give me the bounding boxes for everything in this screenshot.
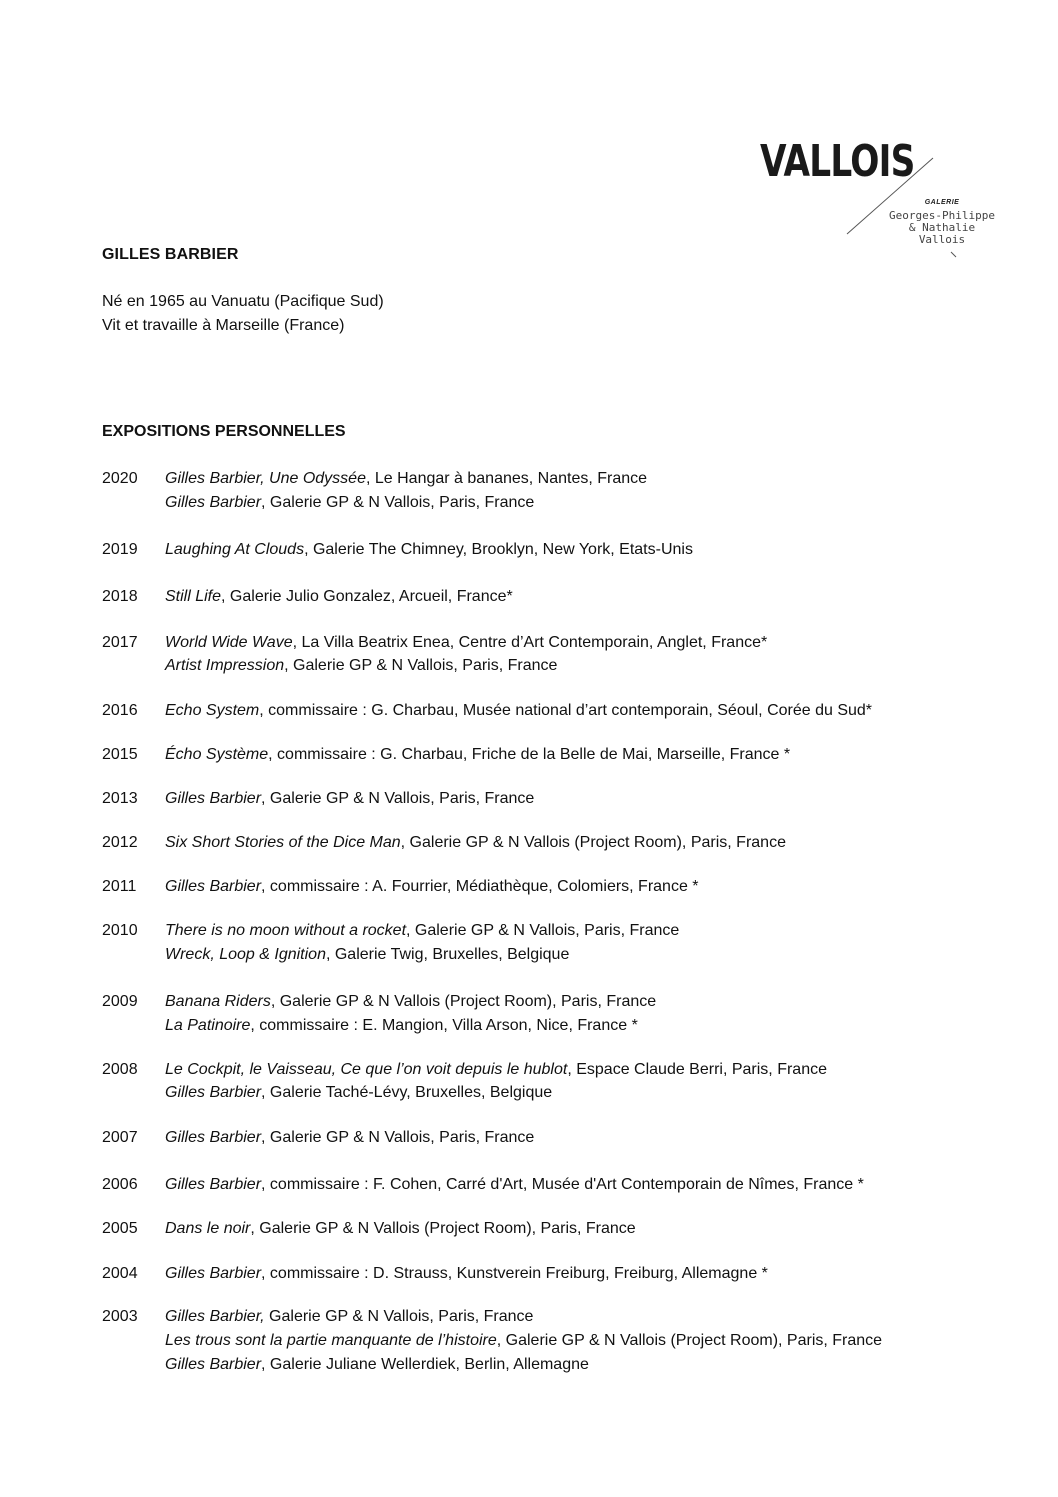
exhibition-details: , Galerie GP & N Vallois (Project Room), Paris, France <box>496 1332 883 1349</box>
exhibition-entry <box>165 1305 533 1328</box>
exhibition-title: Six Short Stories of the Dice Man <box>165 834 401 851</box>
logo-title: VALLOIS <box>760 136 915 187</box>
exhibition-details: , Galerie Twig, Bruxelles, Belgique <box>325 946 570 963</box>
exhibition-year: 2016 <box>102 702 138 719</box>
exhibition-details: , commissaire : F. Cohen, Carré d'Art, Musée d'Art Contemporain de Nîmes, France * <box>261 1176 864 1193</box>
exhibition-details: , Galerie The Chimney, Brooklyn, New York, Etats-Unis <box>304 541 693 558</box>
exhibition-title: Artist Impression <box>165 657 285 674</box>
exhibition-entry <box>165 943 569 966</box>
exhibition-details: , commissaire : A. Fourrier, Médiathèque, Colomiers, France * <box>261 878 699 895</box>
exhibition-entry <box>165 538 693 561</box>
exhibition-details: , commissaire : E. Mangion, Villa Arson, Nice, France * <box>250 1017 638 1034</box>
exhibition-year: 2013 <box>102 790 138 807</box>
exhibition-title: La Patinoire <box>165 1017 251 1034</box>
exhibition-title: Dans le noir <box>165 1220 251 1237</box>
exhibition-title: Les trous sont la partie manquante de l’histoire <box>165 1332 497 1349</box>
exhibition-title: Gilles Barbier <box>165 1129 262 1146</box>
artist-name: GILLES BARBIER <box>102 246 239 263</box>
exhibition-year: 2010 <box>102 922 138 939</box>
exhibition-details: , Galerie GP & N Vallois, Paris, France <box>406 922 680 939</box>
artist-bio <box>102 290 384 338</box>
exhibition-title: Gilles Barbier <box>165 1356 262 1373</box>
exhibition-title: Gilles Barbier <box>165 1265 262 1282</box>
exhibition-details: , Espace Claude Berri, Paris, France <box>567 1061 827 1078</box>
exhibition-year: 2012 <box>102 834 138 851</box>
logo-owner-line: & Nathalie <box>908 221 976 234</box>
exhibition-year: 2018 <box>102 588 138 605</box>
exhibition-details: , Galerie GP & N Vallois, Paris, France <box>261 494 535 511</box>
exhibition-title: Still Life <box>165 588 222 605</box>
section-title: EXPOSITIONS PERSONNELLES <box>102 423 346 440</box>
exhibition-title: There is no moon without a rocket <box>165 922 407 939</box>
exhibition-entry <box>165 875 699 898</box>
exhibition-title: Écho Système <box>165 746 269 763</box>
logo-owner-line: Georges-Philippe <box>889 209 995 222</box>
bio-line: Né en 1965 au Vanuatu (Pacifique Sud) <box>102 293 384 310</box>
exhibition-year: 2015 <box>102 746 138 763</box>
exhibition-year: 2008 <box>102 1061 138 1078</box>
exhibition-title: Banana Riders <box>165 993 271 1010</box>
exhibition-entry <box>165 1081 552 1104</box>
exhibition-details: , commissaire : G. Charbau, Friche de la Belle de Mai, Marseille, France * <box>268 746 791 763</box>
exhibition-details: , commissaire : D. Strauss, Kunstverein Freiburg, Freiburg, Allemagne * <box>261 1265 768 1282</box>
gallery-logo <box>760 136 1020 270</box>
exhibition-year: 2006 <box>102 1176 138 1193</box>
exhibition-entry <box>165 491 534 514</box>
exhibition-details: , La Villa Beatrix Enea, Centre d’Art Contemporain, Anglet, France* <box>292 634 768 651</box>
exhibition-year: 2003 <box>102 1308 138 1325</box>
exhibition-title: Gilles Barbier <box>165 790 262 807</box>
exhibition-entry <box>165 1173 864 1196</box>
exhibition-details: , commissaire : G. Charbau, Musée national d’art contemporain, Séoul, Corée du Sud* <box>259 702 873 719</box>
exhibition-entry <box>165 1262 768 1285</box>
exhibition-entry <box>165 990 656 1013</box>
exhibition-details: , Galerie GP & N Vallois, Paris, France <box>284 657 558 674</box>
logo-subtitle <box>872 197 1012 246</box>
exhibition-entry <box>165 1014 638 1037</box>
exhibition-entry <box>165 787 534 810</box>
exhibition-title: Le Cockpit, le Vaisseau, Ce que l’on voit depuis le hublot <box>165 1061 568 1078</box>
exhibition-entry <box>165 1329 882 1352</box>
exhibition-entry <box>165 1353 589 1376</box>
exhibition-entry <box>165 699 872 722</box>
exhibition-details: , Galerie GP & N Vallois (Project Room), Paris, France <box>270 993 657 1010</box>
exhibition-title: Gilles Barbier <box>165 494 262 511</box>
exhibition-title: Gilles Barbier <box>165 1084 262 1101</box>
exhibition-details: , Galerie GP & N Vallois, Paris, France <box>261 790 535 807</box>
exhibition-year: 2004 <box>102 1265 138 1282</box>
exhibition-year: 2009 <box>102 993 138 1010</box>
exhibition-entry <box>165 919 679 942</box>
exhibition-entry <box>165 631 767 654</box>
exhibition-details: , Galerie GP & N Vallois (Project Room), Paris, France <box>250 1220 636 1237</box>
exhibition-entry <box>165 1058 827 1081</box>
exhibition-title: Wreck, Loop & Ignition <box>165 946 326 963</box>
exhibition-year: 2007 <box>102 1129 138 1146</box>
exhibition-entry <box>165 467 647 490</box>
exhibition-details: , Galerie Juliane Wellerdiek, Berlin, Allemagne <box>261 1356 589 1373</box>
exhibition-title: Gilles Barbier, Une Odyssée <box>165 470 366 487</box>
exhibition-entry <box>165 585 513 608</box>
bio-line: Vit et travaille à Marseille (France) <box>102 317 345 334</box>
exhibition-entry <box>165 654 557 677</box>
exhibition-entry <box>165 831 786 854</box>
exhibition-entry <box>165 1217 636 1240</box>
exhibition-details: , Galerie GP & N Vallois, Paris, France <box>261 1129 535 1146</box>
exhibition-title: Gilles Barbier <box>165 1176 262 1193</box>
exhibition-year: 2005 <box>102 1220 138 1237</box>
exhibition-title: World Wide Wave <box>165 634 293 651</box>
logo-tick-mark <box>950 251 958 259</box>
logo-owner-line: Vallois <box>918 233 966 246</box>
exhibition-title: Gilles Barbier, <box>165 1308 265 1325</box>
exhibition-entry <box>165 743 790 766</box>
exhibition-year: 2017 <box>102 634 138 651</box>
exhibition-title: Echo System <box>165 702 260 719</box>
exhibition-year: 2011 <box>102 878 137 895</box>
exhibition-details: Galerie GP & N Vallois, Paris, France <box>264 1308 534 1325</box>
exhibition-details: , Galerie Julio Gonzalez, Arcueil, France* <box>221 588 513 605</box>
logo-galerie-label: GALERIE <box>924 199 960 206</box>
exhibition-entry <box>165 1126 534 1149</box>
exhibition-year: 2019 <box>102 541 138 558</box>
exhibition-details: , Le Hangar à bananes, Nantes, France <box>365 470 648 487</box>
exhibition-details: , Galerie GP & N Vallois (Project Room), Paris, France <box>400 834 786 851</box>
exhibition-year: 2020 <box>102 470 138 487</box>
exhibition-title: Laughing At Clouds <box>165 541 305 558</box>
exhibition-details: , Galerie Taché-Lévy, Bruxelles, Belgique <box>261 1084 553 1101</box>
exhibition-title: Gilles Barbier <box>165 878 262 895</box>
